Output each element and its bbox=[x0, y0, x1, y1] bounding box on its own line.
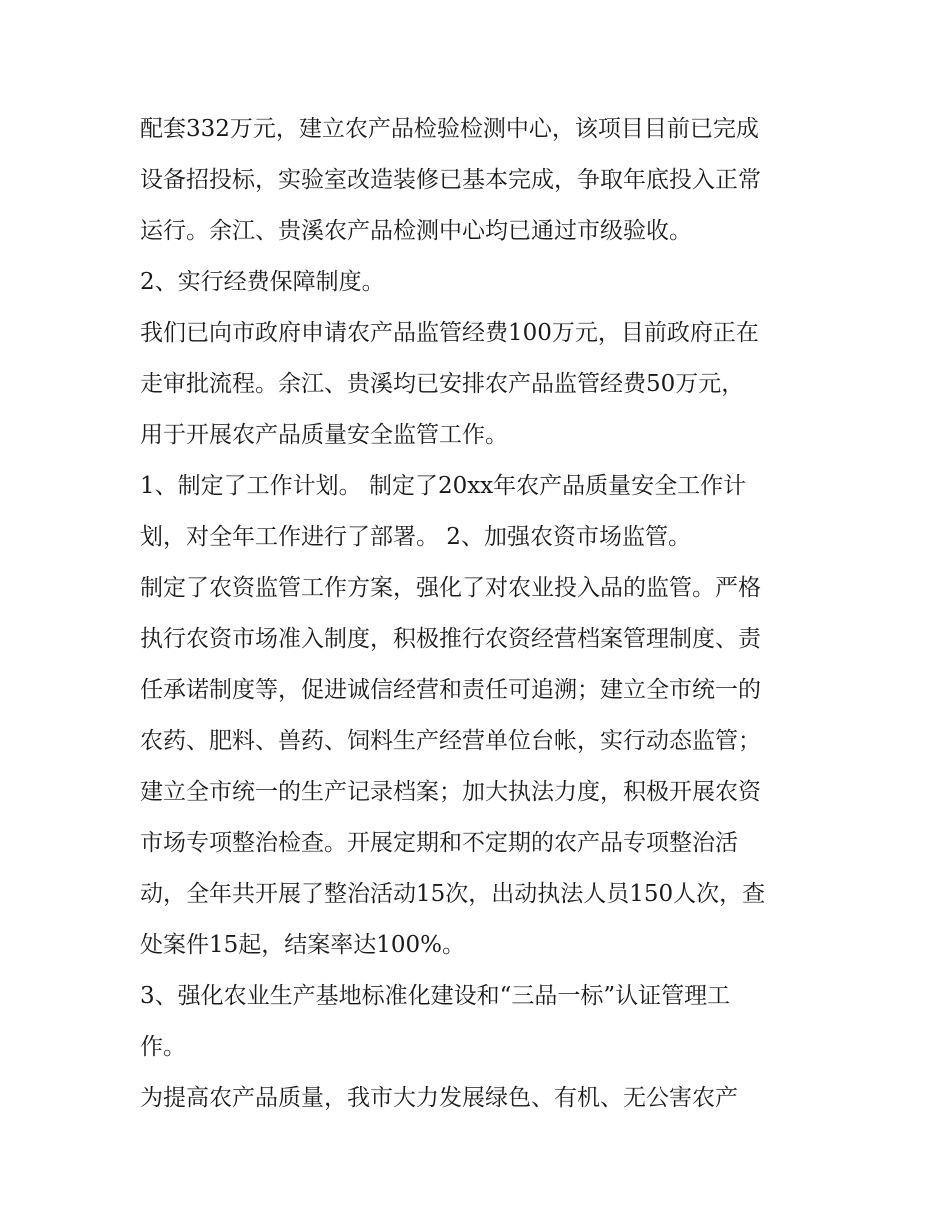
text-line: 任承诺制度等，促进诚信经营和责任可追溯；建立全市统一的 bbox=[140, 677, 761, 703]
text-line: 制定了农资监管工作方案，强化了对农业投入品的监管。严格 bbox=[140, 575, 761, 601]
text-line: 市场专项整治检查。开展定期和不定期的农产品专项整治活 bbox=[140, 830, 738, 856]
text-line: 处案件15起，结案率达100%。 bbox=[140, 932, 466, 958]
text-line: 我们已向市政府申请农产品监管经费100万元，目前政府正在 bbox=[140, 320, 759, 346]
text-line: 动，全年共开展了整治活动15次，出动执法人员150人次，查 bbox=[140, 881, 766, 907]
text-line: 设备招投标，实验室改造装修已基本完成，争取年底投入正常 bbox=[140, 167, 761, 193]
section-heading-3: 3、强化农业生产基地标准化建设和“三品一标”认证管理工 bbox=[140, 983, 731, 1009]
text-line: 农药、肥料、兽药、饲料生产经营单位台帐，实行动态监管； bbox=[140, 728, 761, 754]
text-line: 执行农资市场准入制度，积极推行农资经营档案管理制度、责 bbox=[140, 626, 761, 652]
section-heading-2: 2、实行经费保障制度。 bbox=[140, 269, 385, 295]
text-line: 为提高农产品质量，我市大力发展绿色、有机、无公害农产 bbox=[140, 1085, 738, 1111]
text-line: 划，对全年工作进行了部署。 2、加强农资市场监管。 bbox=[140, 524, 691, 550]
text-line: 运行。余江、贵溪农产品检测中心均已通过市级验收。 bbox=[140, 218, 692, 244]
text-line: 用于开展农产品质量安全监管工作。 bbox=[140, 422, 508, 448]
section-heading-1: 1、制定了工作计划。 制定了20xx年农产品质量安全工作计 bbox=[140, 473, 747, 499]
text-line: 配套332万元，建立农产品检验检测中心，该项目目前已完成 bbox=[140, 116, 759, 142]
text-line: 建立全市统一的生产记录档案；加大执法力度，积极开展农资 bbox=[140, 779, 761, 805]
document-body bbox=[140, 104, 840, 1124]
text-line: 作。 bbox=[140, 1034, 186, 1060]
text-line: 走审批流程。余江、贵溪均已安排农产品监管经费50万元， bbox=[140, 371, 745, 397]
